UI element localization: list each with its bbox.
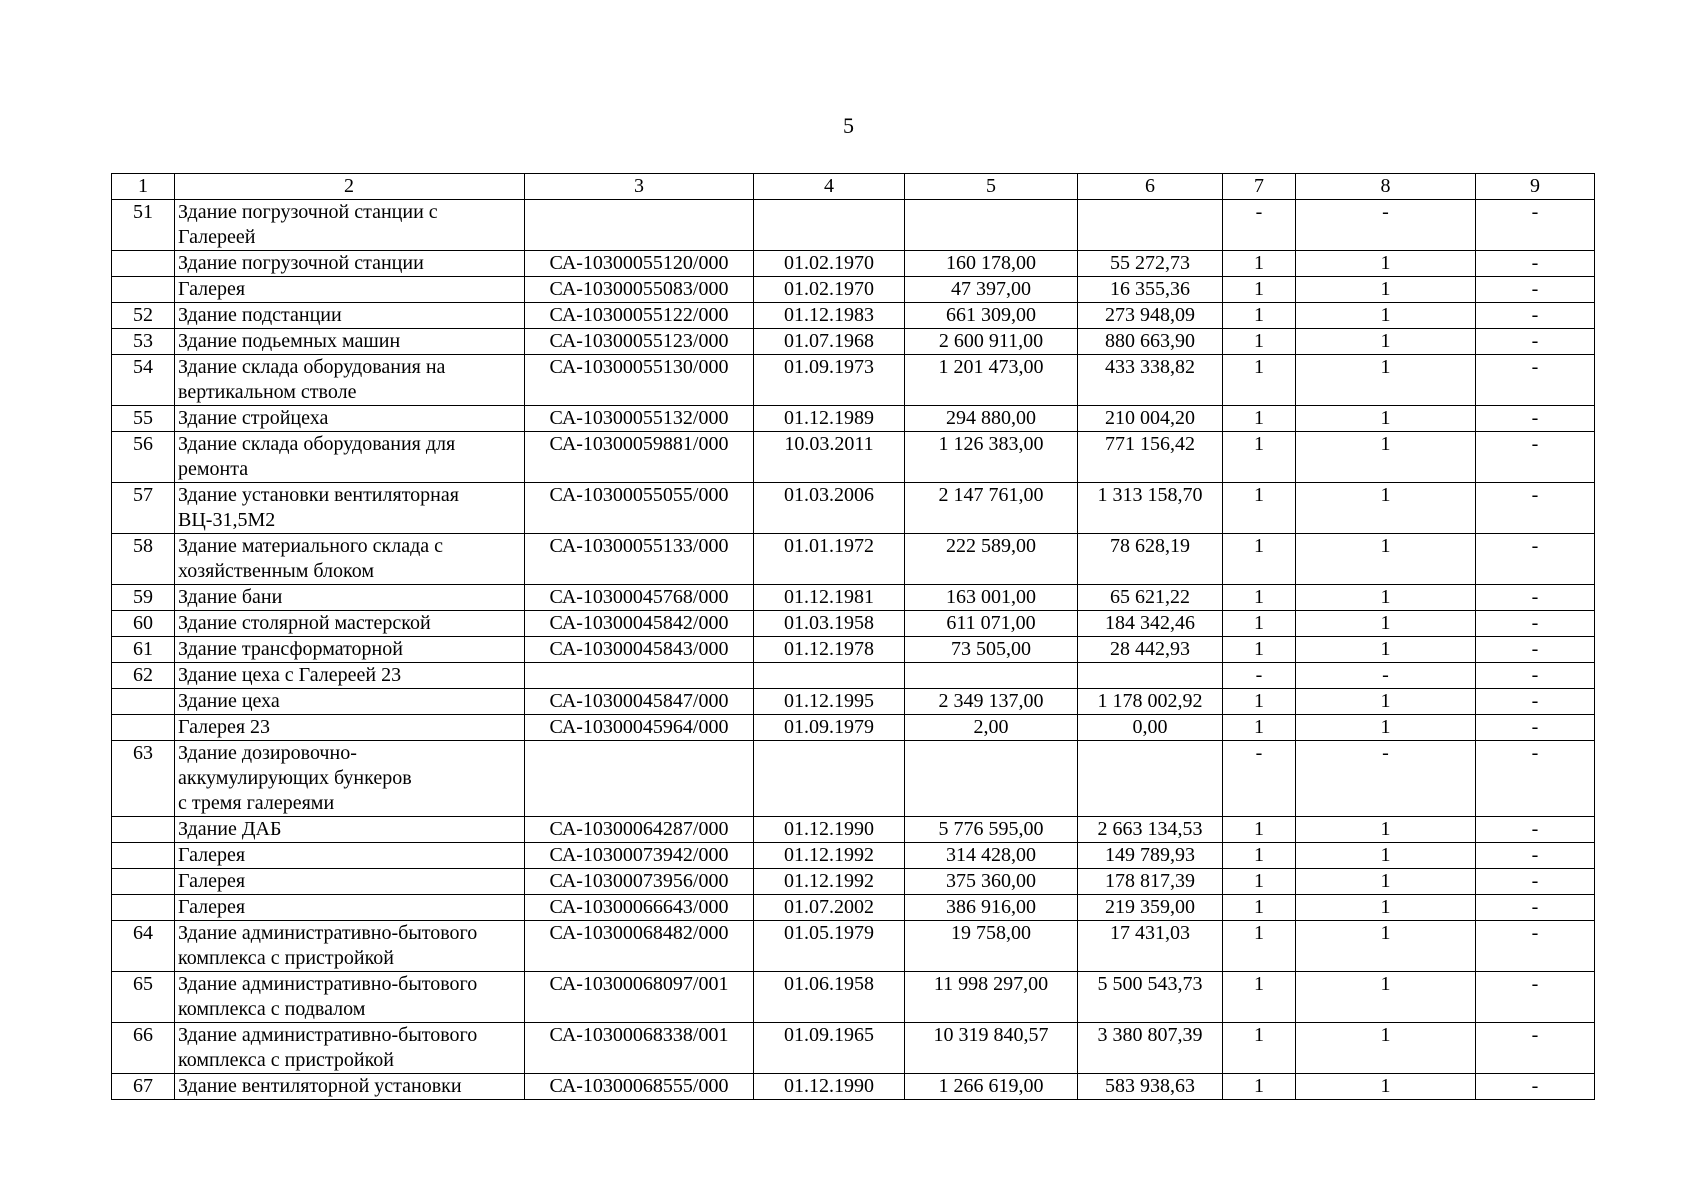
initial-cost [905, 663, 1078, 689]
table-row [112, 585, 1595, 611]
inventory-number: СА-10300068097/001 [525, 972, 754, 1023]
object-name: Здание цеха с Галереей 23 [175, 663, 525, 689]
inventory-number: СА-10300055055/000 [525, 483, 754, 534]
col-7-value: 1 [1223, 869, 1296, 895]
col-9-value: - [1476, 534, 1595, 585]
col-9-value: - [1476, 1023, 1595, 1074]
residual-cost [1078, 741, 1223, 817]
residual-cost: 273 948,09 [1078, 303, 1223, 329]
col-8-value: 1 [1296, 329, 1476, 355]
row-number: 59 [112, 585, 175, 611]
col-8-value: 1 [1296, 585, 1476, 611]
object-name: Здание административно-бытового комплекса с пристройкой [175, 921, 525, 972]
commission-date: 10.03.2011 [754, 432, 905, 483]
col-7-value: - [1223, 200, 1296, 251]
table-row [112, 534, 1595, 585]
row-number: 63 [112, 741, 175, 817]
commission-date: 01.12.1983 [754, 303, 905, 329]
header-col-7: 7 [1223, 174, 1296, 200]
residual-cost: 178 817,39 [1078, 869, 1223, 895]
col-7-value: 1 [1223, 329, 1296, 355]
col-7-value: 1 [1223, 432, 1296, 483]
object-name: Галерея [175, 869, 525, 895]
col-7-value: 1 [1223, 1074, 1296, 1100]
residual-cost [1078, 200, 1223, 251]
col-9-value: - [1476, 663, 1595, 689]
header-col-3: 3 [525, 174, 754, 200]
commission-date [754, 741, 905, 817]
header-col-5: 5 [905, 174, 1078, 200]
inventory-number: СА-10300055123/000 [525, 329, 754, 355]
object-name: Здание ДАБ [175, 817, 525, 843]
col-8-value: 1 [1296, 895, 1476, 921]
col-7-value: 1 [1223, 611, 1296, 637]
col-9-value: - [1476, 817, 1595, 843]
initial-cost: 611 071,00 [905, 611, 1078, 637]
row-number: 65 [112, 972, 175, 1023]
commission-date: 01.12.1995 [754, 689, 905, 715]
col-8-value: 1 [1296, 251, 1476, 277]
commission-date: 01.02.1970 [754, 277, 905, 303]
table-row [112, 1074, 1595, 1100]
table-row [112, 843, 1595, 869]
col-9-value: - [1476, 1074, 1595, 1100]
col-7-value: 1 [1223, 843, 1296, 869]
row-number [112, 715, 175, 741]
object-name: Галерея [175, 843, 525, 869]
col-8-value: 1 [1296, 817, 1476, 843]
commission-date: 01.12.1992 [754, 843, 905, 869]
row-number: 54 [112, 355, 175, 406]
object-name: Здание дозировочно- аккумулирующих бункеров с тремя галереями [175, 741, 525, 817]
row-number [112, 843, 175, 869]
col-7-value: 1 [1223, 355, 1296, 406]
inventory-number: СА-10300055122/000 [525, 303, 754, 329]
object-name: Здание цеха [175, 689, 525, 715]
col-9-value: - [1476, 741, 1595, 817]
residual-cost: 771 156,42 [1078, 432, 1223, 483]
table-row [112, 355, 1595, 406]
col-7-value: 1 [1223, 251, 1296, 277]
initial-cost: 163 001,00 [905, 585, 1078, 611]
col-8-value: 1 [1296, 432, 1476, 483]
residual-cost: 28 442,93 [1078, 637, 1223, 663]
row-number: 58 [112, 534, 175, 585]
inventory-number: СА-10300045843/000 [525, 637, 754, 663]
col-9-value: - [1476, 432, 1595, 483]
initial-cost: 2 349 137,00 [905, 689, 1078, 715]
commission-date: 01.07.1968 [754, 329, 905, 355]
residual-cost: 1 178 002,92 [1078, 689, 1223, 715]
table-row [112, 689, 1595, 715]
col-8-value: 1 [1296, 637, 1476, 663]
residual-cost: 219 359,00 [1078, 895, 1223, 921]
initial-cost: 19 758,00 [905, 921, 1078, 972]
residual-cost: 1 313 158,70 [1078, 483, 1223, 534]
col-9-value: - [1476, 406, 1595, 432]
table-row [112, 277, 1595, 303]
residual-cost: 5 500 543,73 [1078, 972, 1223, 1023]
commission-date: 01.09.1965 [754, 1023, 905, 1074]
col-9-value: - [1476, 972, 1595, 1023]
commission-date: 01.06.1958 [754, 972, 905, 1023]
object-name: Здание погрузочной станции с Галереей [175, 200, 525, 251]
col-7-value: 1 [1223, 534, 1296, 585]
initial-cost: 314 428,00 [905, 843, 1078, 869]
inventory-number: СА-10300055133/000 [525, 534, 754, 585]
col-7-value: 1 [1223, 303, 1296, 329]
header-col-2: 2 [175, 174, 525, 200]
commission-date: 01.07.2002 [754, 895, 905, 921]
object-name: Здание погрузочной станции [175, 251, 525, 277]
col-7-value: 1 [1223, 1023, 1296, 1074]
col-8-value: 1 [1296, 534, 1476, 585]
row-number: 51 [112, 200, 175, 251]
residual-cost: 184 342,46 [1078, 611, 1223, 637]
header-col-8: 8 [1296, 174, 1476, 200]
object-name: Здание административно-бытового комплекса с пристройкой [175, 1023, 525, 1074]
row-number: 55 [112, 406, 175, 432]
col-9-value: - [1476, 715, 1595, 741]
col-8-value: 1 [1296, 1023, 1476, 1074]
table-row [112, 251, 1595, 277]
table-row [112, 329, 1595, 355]
col-8-value: 1 [1296, 921, 1476, 972]
col-9-value: - [1476, 611, 1595, 637]
table-row [112, 972, 1595, 1023]
initial-cost: 5 776 595,00 [905, 817, 1078, 843]
inventory-number: СА-10300073942/000 [525, 843, 754, 869]
col-8-value: 1 [1296, 483, 1476, 534]
inventory-number: СА-10300055083/000 [525, 277, 754, 303]
row-number [112, 817, 175, 843]
header-col-6: 6 [1078, 174, 1223, 200]
initial-cost: 160 178,00 [905, 251, 1078, 277]
inventory-number [525, 200, 754, 251]
row-number [112, 251, 175, 277]
col-7-value: 1 [1223, 817, 1296, 843]
table-row [112, 432, 1595, 483]
object-name: Здание административно-бытового комплекса с подвалом [175, 972, 525, 1023]
table-row [112, 483, 1595, 534]
inventory-number: СА-10300073956/000 [525, 869, 754, 895]
col-8-value: - [1296, 200, 1476, 251]
commission-date: 01.12.1978 [754, 637, 905, 663]
inventory-number: СА-10300068482/000 [525, 921, 754, 972]
initial-cost: 661 309,00 [905, 303, 1078, 329]
col-7-value: 1 [1223, 972, 1296, 1023]
row-number: 61 [112, 637, 175, 663]
initial-cost: 1 126 383,00 [905, 432, 1078, 483]
table-row [112, 637, 1595, 663]
table-header-row [112, 174, 1595, 200]
commission-date: 01.12.1989 [754, 406, 905, 432]
col-9-value: - [1476, 637, 1595, 663]
table-row [112, 1023, 1595, 1074]
object-name: Здание склада оборудования на вертикальном стволе [175, 355, 525, 406]
col-7-value: 1 [1223, 585, 1296, 611]
col-9-value: - [1476, 329, 1595, 355]
col-9-value: - [1476, 251, 1595, 277]
col-9-value: - [1476, 895, 1595, 921]
residual-cost: 3 380 807,39 [1078, 1023, 1223, 1074]
inventory-number: СА-10300045768/000 [525, 585, 754, 611]
initial-cost: 375 360,00 [905, 869, 1078, 895]
col-9-value: - [1476, 277, 1595, 303]
col-9-value: - [1476, 483, 1595, 534]
object-name: Здание столярной мастерской [175, 611, 525, 637]
commission-date: 01.03.1958 [754, 611, 905, 637]
commission-date: 01.09.1973 [754, 355, 905, 406]
table-row [112, 869, 1595, 895]
row-number [112, 895, 175, 921]
row-number [112, 277, 175, 303]
object-name: Галерея 23 [175, 715, 525, 741]
col-9-value: - [1476, 689, 1595, 715]
col-8-value: 1 [1296, 277, 1476, 303]
residual-cost: 2 663 134,53 [1078, 817, 1223, 843]
inventory-number: СА-10300064287/000 [525, 817, 754, 843]
col-7-value: 1 [1223, 921, 1296, 972]
inventory-number: СА-10300045842/000 [525, 611, 754, 637]
col-9-value: - [1476, 585, 1595, 611]
object-name: Здание склада оборудования для ремонта [175, 432, 525, 483]
row-number: 62 [112, 663, 175, 689]
row-number: 67 [112, 1074, 175, 1100]
table-row [112, 895, 1595, 921]
residual-cost: 0,00 [1078, 715, 1223, 741]
residual-cost: 65 621,22 [1078, 585, 1223, 611]
commission-date: 01.12.1981 [754, 585, 905, 611]
row-number: 64 [112, 921, 175, 972]
initial-cost: 294 880,00 [905, 406, 1078, 432]
object-name: Здание материального склада с хозяйственным блоком [175, 534, 525, 585]
object-name: Галерея [175, 277, 525, 303]
commission-date: 01.12.1992 [754, 869, 905, 895]
table-row [112, 611, 1595, 637]
row-number: 60 [112, 611, 175, 637]
commission-date: 01.03.2006 [754, 483, 905, 534]
col-7-value: 1 [1223, 277, 1296, 303]
table-row [112, 715, 1595, 741]
commission-date [754, 663, 905, 689]
table-row [112, 663, 1595, 689]
col-7-value: 1 [1223, 715, 1296, 741]
residual-cost: 17 431,03 [1078, 921, 1223, 972]
col-8-value: - [1296, 741, 1476, 817]
row-number [112, 869, 175, 895]
col-8-value: 1 [1296, 406, 1476, 432]
table-row [112, 406, 1595, 432]
object-name: Здание подьемных машин [175, 329, 525, 355]
inventory-number: СА-10300055130/000 [525, 355, 754, 406]
initial-cost: 1 266 619,00 [905, 1074, 1078, 1100]
inventory-number: СА-10300066643/000 [525, 895, 754, 921]
col-9-value: - [1476, 200, 1595, 251]
initial-cost [905, 741, 1078, 817]
initial-cost: 10 319 840,57 [905, 1023, 1078, 1074]
initial-cost: 11 998 297,00 [905, 972, 1078, 1023]
initial-cost [905, 200, 1078, 251]
residual-cost [1078, 663, 1223, 689]
commission-date: 01.09.1979 [754, 715, 905, 741]
col-9-value: - [1476, 843, 1595, 869]
inventory-number: СА-10300045964/000 [525, 715, 754, 741]
property-table [111, 173, 1595, 1100]
row-number: 66 [112, 1023, 175, 1074]
col-8-value: 1 [1296, 611, 1476, 637]
object-name: Здание подстанции [175, 303, 525, 329]
header-col-1: 1 [112, 174, 175, 200]
col-7-value: 1 [1223, 406, 1296, 432]
residual-cost: 433 338,82 [1078, 355, 1223, 406]
col-9-value: - [1476, 303, 1595, 329]
commission-date [754, 200, 905, 251]
col-7-value: - [1223, 663, 1296, 689]
table-body [112, 174, 1595, 1100]
inventory-number: СА-10300055132/000 [525, 406, 754, 432]
col-8-value: 1 [1296, 303, 1476, 329]
commission-date: 01.02.1970 [754, 251, 905, 277]
inventory-number [525, 663, 754, 689]
initial-cost: 222 589,00 [905, 534, 1078, 585]
initial-cost: 386 916,00 [905, 895, 1078, 921]
residual-cost: 55 272,73 [1078, 251, 1223, 277]
object-name: Здание вентиляторной установки [175, 1074, 525, 1100]
col-8-value: 1 [1296, 355, 1476, 406]
row-number: 53 [112, 329, 175, 355]
col-8-value: 1 [1296, 869, 1476, 895]
object-name: Здание стройцеха [175, 406, 525, 432]
col-7-value: 1 [1223, 895, 1296, 921]
row-number: 56 [112, 432, 175, 483]
page-number: 5 [843, 113, 854, 138]
table-row [112, 741, 1595, 817]
inventory-number: СА-10300068338/001 [525, 1023, 754, 1074]
inventory-number: СА-10300068555/000 [525, 1074, 754, 1100]
table-row [112, 921, 1595, 972]
col-8-value: 1 [1296, 689, 1476, 715]
col-8-value: 1 [1296, 972, 1476, 1023]
object-name: Галерея [175, 895, 525, 921]
initial-cost: 2,00 [905, 715, 1078, 741]
col-8-value: 1 [1296, 1074, 1476, 1100]
commission-date: 01.12.1990 [754, 1074, 905, 1100]
inventory-number [525, 741, 754, 817]
col-7-value: 1 [1223, 483, 1296, 534]
row-number: 57 [112, 483, 175, 534]
col-8-value: 1 [1296, 843, 1476, 869]
commission-date: 01.05.1979 [754, 921, 905, 972]
table-row [112, 200, 1595, 251]
row-number [112, 689, 175, 715]
initial-cost: 47 397,00 [905, 277, 1078, 303]
residual-cost: 583 938,63 [1078, 1074, 1223, 1100]
table-row [112, 817, 1595, 843]
residual-cost: 149 789,93 [1078, 843, 1223, 869]
inventory-number: СА-10300045847/000 [525, 689, 754, 715]
col-7-value: 1 [1223, 689, 1296, 715]
header-col-9: 9 [1476, 174, 1595, 200]
initial-cost: 1 201 473,00 [905, 355, 1078, 406]
object-name: Здание трансформаторной [175, 637, 525, 663]
initial-cost: 2 600 911,00 [905, 329, 1078, 355]
residual-cost: 880 663,90 [1078, 329, 1223, 355]
header-col-4: 4 [754, 174, 905, 200]
object-name: Здание бани [175, 585, 525, 611]
col-8-value: - [1296, 663, 1476, 689]
col-9-value: - [1476, 921, 1595, 972]
residual-cost: 16 355,36 [1078, 277, 1223, 303]
row-number: 52 [112, 303, 175, 329]
residual-cost: 210 004,20 [1078, 406, 1223, 432]
col-7-value: 1 [1223, 637, 1296, 663]
initial-cost: 73 505,00 [905, 637, 1078, 663]
residual-cost: 78 628,19 [1078, 534, 1223, 585]
col-7-value: - [1223, 741, 1296, 817]
inventory-number: СА-10300055120/000 [525, 251, 754, 277]
col-9-value: - [1476, 869, 1595, 895]
table-row [112, 303, 1595, 329]
commission-date: 01.01.1972 [754, 534, 905, 585]
object-name: Здание установки вентиляторная ВЦ-31,5М2 [175, 483, 525, 534]
commission-date: 01.12.1990 [754, 817, 905, 843]
col-9-value: - [1476, 355, 1595, 406]
inventory-number: СА-10300059881/000 [525, 432, 754, 483]
col-8-value: 1 [1296, 715, 1476, 741]
initial-cost: 2 147 761,00 [905, 483, 1078, 534]
